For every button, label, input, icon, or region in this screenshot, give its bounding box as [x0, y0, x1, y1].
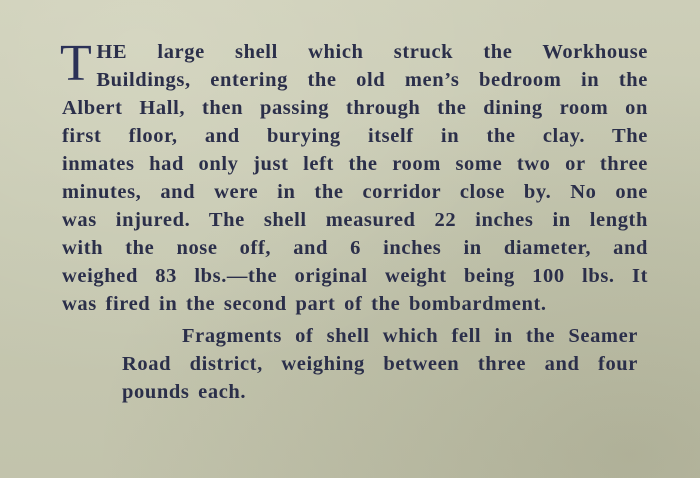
text-line: pounds each.	[122, 381, 247, 403]
text-line: first floor, and burying itself in the clay. The	[62, 125, 648, 147]
drop-cap: T	[60, 35, 93, 92]
text-line: Buildings, entering the old men’s bedroom in the	[96, 69, 648, 91]
text-line: inmates had only just left the room some two or three	[62, 153, 648, 175]
text-line: minutes, and were in the corridor close by. No one	[62, 181, 648, 203]
paragraph-2	[62, 322, 638, 406]
text-line: HE large shell which struck the Workhouse	[96, 41, 648, 63]
document-text	[60, 35, 648, 406]
text-line: was fired in the second part of the bombardment.	[62, 293, 547, 315]
text-line: was injured. The shell measured 22 inches in length	[62, 209, 648, 231]
text-line: weighed 83 lbs.—the original weight being 100 lbs. It	[62, 265, 648, 287]
paragraph-1	[60, 35, 648, 318]
text-line: with the nose off, and 6 inches in diameter, and	[62, 237, 648, 259]
text-line: Fragments of shell which fell in the Seamer	[182, 325, 638, 347]
text-line: Albert Hall, then passing through the dining room on	[62, 97, 648, 119]
text-line: Road district, weighing between three and four	[122, 353, 638, 375]
